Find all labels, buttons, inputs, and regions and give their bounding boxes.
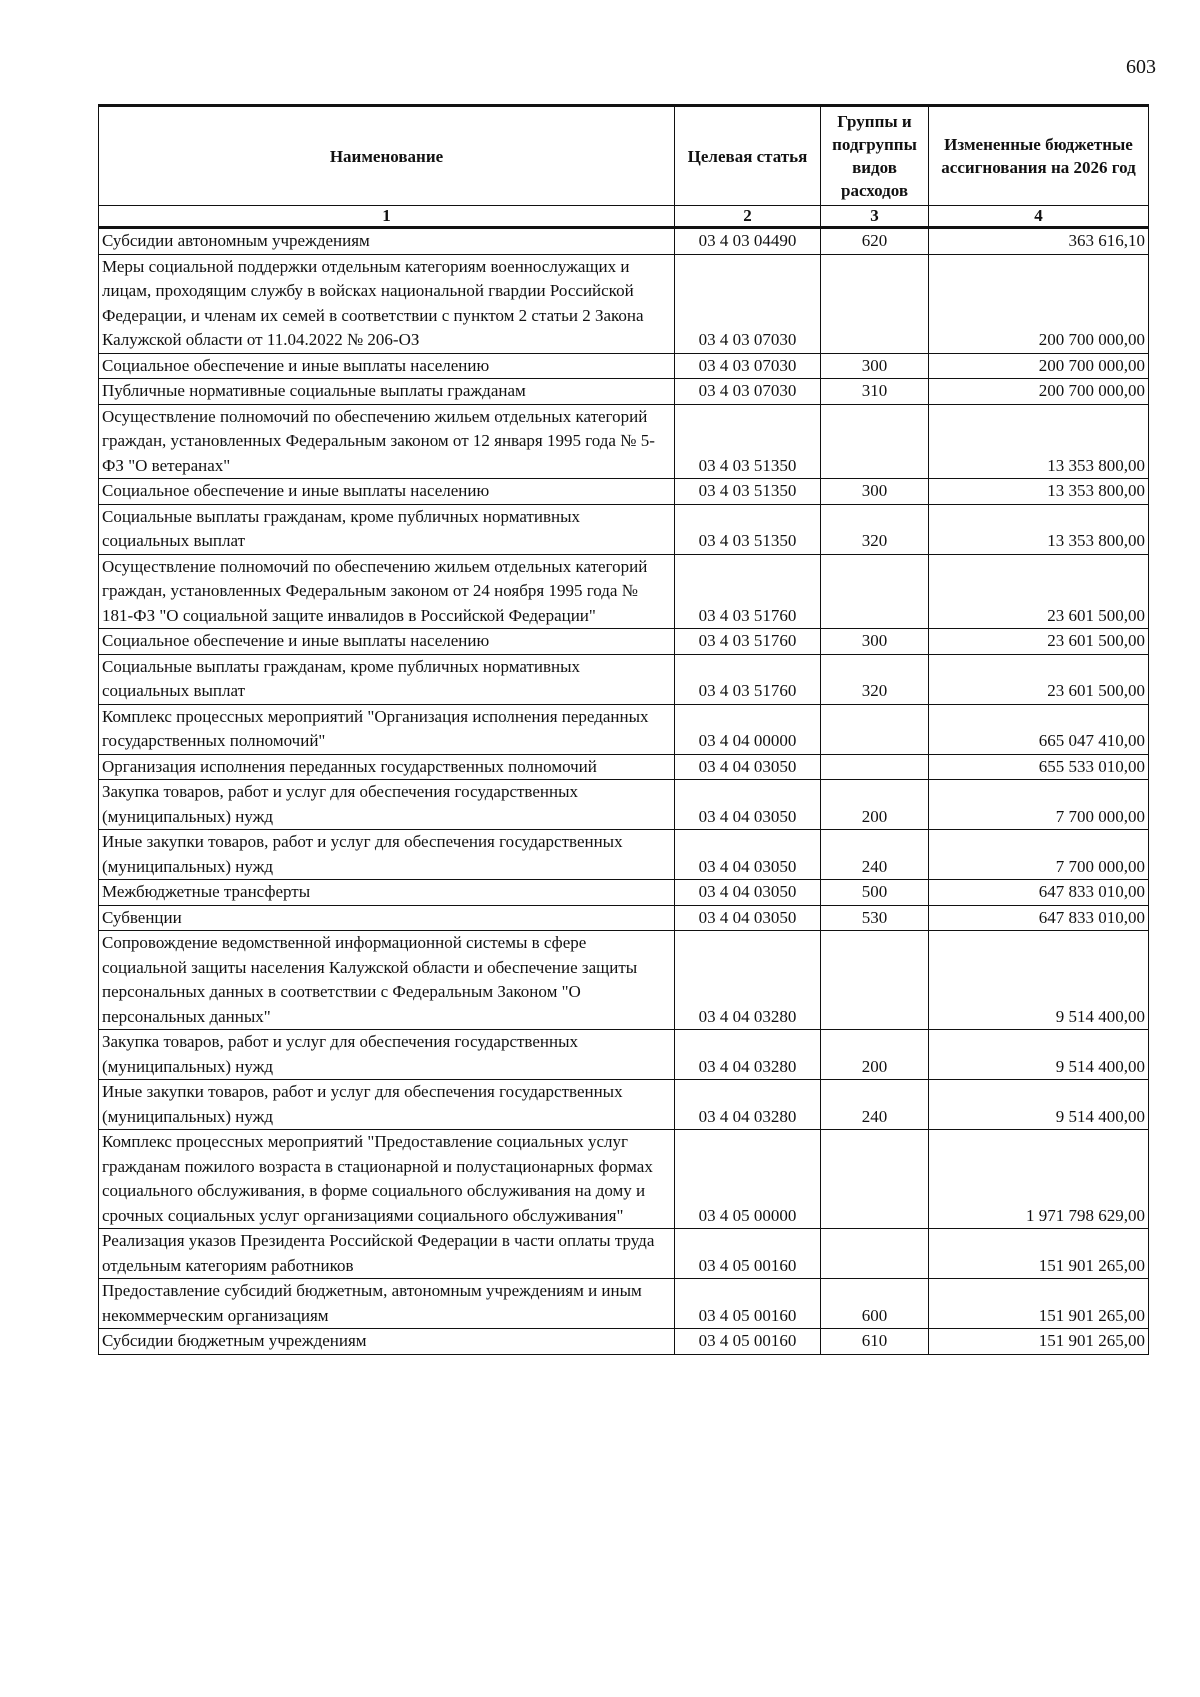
row-target-code: 03 4 03 51350 (675, 504, 821, 554)
row-target-code: 03 4 05 00160 (675, 1329, 821, 1355)
table-row (99, 780, 1149, 830)
row-name: Субсидии автономным учреждениям (99, 228, 675, 255)
row-target-code: 03 4 03 51350 (675, 479, 821, 505)
row-expense-group: 300 (821, 629, 929, 655)
row-target-code: 03 4 04 03050 (675, 780, 821, 830)
table-row (99, 1229, 1149, 1279)
row-expense-group: 200 (821, 1030, 929, 1080)
table-row (99, 754, 1149, 780)
row-expense-group: 310 (821, 379, 929, 405)
row-amount: 151 901 265,00 (929, 1279, 1149, 1329)
row-amount: 1 971 798 629,00 (929, 1130, 1149, 1229)
row-amount: 13 353 800,00 (929, 504, 1149, 554)
row-target-code: 03 4 04 03050 (675, 754, 821, 780)
row-expense-group: 300 (821, 479, 929, 505)
row-amount: 200 700 000,00 (929, 254, 1149, 353)
row-name: Иные закупки товаров, работ и услуг для обеспечения государственных (муниципальных) нужд (99, 1080, 675, 1130)
row-name: Социальное обеспечение и иные выплаты населению (99, 479, 675, 505)
row-amount: 151 901 265,00 (929, 1329, 1149, 1355)
row-name: Субвенции (99, 905, 675, 931)
row-target-code: 03 4 04 00000 (675, 704, 821, 754)
header-group: Группы и подгруппы видов расходов (821, 106, 929, 206)
row-name: Комплекс процессных мероприятий "Предоставление социальных услуг гражданам пожилого возраста в стационарной и полустационарных формах социального обслуживания, в форме социального обслуживания на дому и срочных социальных услуг организациями социального обслуживания" (99, 1130, 675, 1229)
header-code: Целевая статья (675, 106, 821, 206)
row-target-code: 03 4 03 51760 (675, 629, 821, 655)
row-name: Закупка товаров, работ и услуг для обеспечения государственных (муниципальных) нужд (99, 1030, 675, 1080)
row-target-code: 03 4 04 03050 (675, 905, 821, 931)
row-expense-group: 600 (821, 1279, 929, 1329)
table-row (99, 554, 1149, 629)
budget-table (98, 104, 1149, 1355)
column-number: 1 (99, 206, 675, 228)
row-expense-group (821, 1130, 929, 1229)
row-amount: 151 901 265,00 (929, 1229, 1149, 1279)
row-amount: 13 353 800,00 (929, 404, 1149, 479)
header-name: Наименование (99, 106, 675, 206)
row-amount: 655 533 010,00 (929, 754, 1149, 780)
row-name: Комплекс процессных мероприятий "Организация исполнения переданных государственных полномочий" (99, 704, 675, 754)
table-row (99, 353, 1149, 379)
row-expense-group: 530 (821, 905, 929, 931)
column-number: 3 (821, 206, 929, 228)
row-amount: 23 601 500,00 (929, 654, 1149, 704)
row-amount: 23 601 500,00 (929, 629, 1149, 655)
row-expense-group: 320 (821, 654, 929, 704)
row-expense-group: 300 (821, 353, 929, 379)
row-target-code: 03 4 04 03050 (675, 830, 821, 880)
row-name: Организация исполнения переданных государственных полномочий (99, 754, 675, 780)
row-expense-group: 320 (821, 504, 929, 554)
row-expense-group (821, 404, 929, 479)
row-name: Реализация указов Президента Российской Федерации в части оплаты труда отдельным категориям работников (99, 1229, 675, 1279)
table-body (99, 228, 1149, 1355)
row-name: Осуществление полномочий по обеспечению жильем отдельных категорий граждан, установленных Федеральным законом от 24 ноября 1995 года № 181-ФЗ "О социальной защите инвалидов в Российской Федерации" (99, 554, 675, 629)
row-name: Социальные выплаты гражданам, кроме публичных нормативных социальных выплат (99, 504, 675, 554)
row-name: Публичные нормативные социальные выплаты гражданам (99, 379, 675, 405)
page-number: 603 (1126, 56, 1156, 78)
row-amount: 665 047 410,00 (929, 704, 1149, 754)
table-row (99, 379, 1149, 405)
row-expense-group: 200 (821, 780, 929, 830)
table-row (99, 1130, 1149, 1229)
table-header (99, 106, 1149, 228)
row-amount: 9 514 400,00 (929, 1030, 1149, 1080)
row-amount: 9 514 400,00 (929, 931, 1149, 1030)
table-row (99, 404, 1149, 479)
row-expense-group (821, 254, 929, 353)
row-expense-group (821, 554, 929, 629)
table-row (99, 479, 1149, 505)
table-row (99, 654, 1149, 704)
row-target-code: 03 4 03 07030 (675, 379, 821, 405)
table-row (99, 629, 1149, 655)
row-amount: 363 616,10 (929, 228, 1149, 255)
table-row (99, 254, 1149, 353)
table-row (99, 1279, 1149, 1329)
row-amount: 13 353 800,00 (929, 479, 1149, 505)
row-name: Межбюджетные трансферты (99, 880, 675, 906)
row-target-code: 03 4 04 03050 (675, 880, 821, 906)
row-target-code: 03 4 04 03280 (675, 1080, 821, 1130)
table-row (99, 1329, 1149, 1355)
row-name: Социальное обеспечение и иные выплаты населению (99, 629, 675, 655)
row-expense-group (821, 754, 929, 780)
row-expense-group: 620 (821, 228, 929, 255)
row-target-code: 03 4 03 51760 (675, 654, 821, 704)
row-target-code: 03 4 05 00160 (675, 1229, 821, 1279)
row-target-code: 03 4 05 00160 (675, 1279, 821, 1329)
row-expense-group (821, 704, 929, 754)
row-expense-group: 500 (821, 880, 929, 906)
table-row (99, 905, 1149, 931)
row-amount: 9 514 400,00 (929, 1080, 1149, 1130)
row-expense-group: 610 (821, 1329, 929, 1355)
row-target-code: 03 4 04 03280 (675, 1030, 821, 1080)
row-expense-group (821, 931, 929, 1030)
row-target-code: 03 4 03 07030 (675, 353, 821, 379)
row-name: Субсидии бюджетным учреждениям (99, 1329, 675, 1355)
row-name: Закупка товаров, работ и услуг для обеспечения государственных (муниципальных) нужд (99, 780, 675, 830)
row-name: Осуществление полномочий по обеспечению жильем отдельных категорий граждан, установленных Федеральным законом от 12 января 1995 года № 5-ФЗ "О ветеранах" (99, 404, 675, 479)
row-amount: 647 833 010,00 (929, 905, 1149, 931)
column-number: 4 (929, 206, 1149, 228)
row-amount: 647 833 010,00 (929, 880, 1149, 906)
row-target-code: 03 4 03 51350 (675, 404, 821, 479)
row-name: Социальные выплаты гражданам, кроме публичных нормативных социальных выплат (99, 654, 675, 704)
row-amount: 23 601 500,00 (929, 554, 1149, 629)
header-amount: Измененные бюджетные ассигнования на 2026 год (929, 106, 1149, 206)
table-row (99, 931, 1149, 1030)
row-target-code: 03 4 03 07030 (675, 254, 821, 353)
table-row (99, 1080, 1149, 1130)
row-name: Меры социальной поддержки отдельным категориям военнослужащих и лицам, проходящим службу в войсках национальной гвардии Российской Федерации, и членам их семей в соответствии с пунктом 2 статьи 2 Закона Калужской области от 11.04.2022 № 206-ОЗ (99, 254, 675, 353)
row-name: Социальное обеспечение и иные выплаты населению (99, 353, 675, 379)
row-amount: 200 700 000,00 (929, 353, 1149, 379)
table-row (99, 830, 1149, 880)
row-name: Иные закупки товаров, работ и услуг для обеспечения государственных (муниципальных) нужд (99, 830, 675, 880)
column-number: 2 (675, 206, 821, 228)
row-target-code: 03 4 03 51760 (675, 554, 821, 629)
row-expense-group: 240 (821, 1080, 929, 1130)
table-row (99, 704, 1149, 754)
row-amount: 7 700 000,00 (929, 780, 1149, 830)
table-row (99, 880, 1149, 906)
row-amount: 200 700 000,00 (929, 379, 1149, 405)
row-name: Предоставление субсидий бюджетным, автономным учреждениям и иным некоммерческим организациям (99, 1279, 675, 1329)
row-name: Сопровождение ведомственной информационной системы в сфере социальной защиты населения Калужской области и обеспечение защиты персональных данных в соответствии с Федеральным Законом "О персональных данных" (99, 931, 675, 1030)
row-expense-group (821, 1229, 929, 1279)
table-row (99, 228, 1149, 255)
row-expense-group: 240 (821, 830, 929, 880)
table-row (99, 504, 1149, 554)
row-target-code: 03 4 03 04490 (675, 228, 821, 255)
row-target-code: 03 4 05 00000 (675, 1130, 821, 1229)
row-amount: 7 700 000,00 (929, 830, 1149, 880)
table-row (99, 1030, 1149, 1080)
row-target-code: 03 4 04 03280 (675, 931, 821, 1030)
